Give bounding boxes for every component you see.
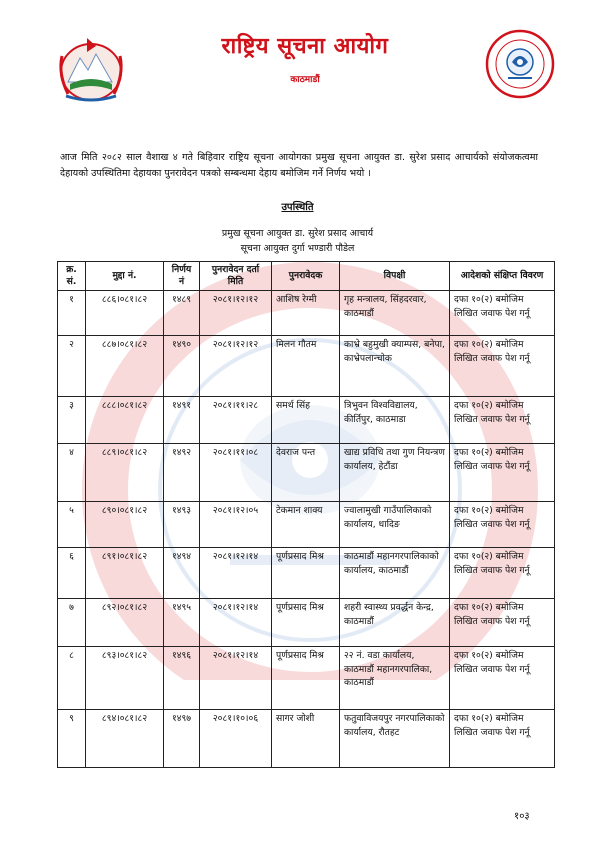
cell-appellant: समर्थ सिंह <box>272 397 340 444</box>
table-row <box>58 710 555 768</box>
cell-order: दफा १०(२) बमोजिम लिखित जवाफ पेश गर्नू <box>450 599 555 647</box>
table-row <box>58 647 555 710</box>
attendance-commissioner: सूचना आयुक्त दुर्गा भण्डारी पौडेल <box>240 243 355 254</box>
cell-case-no: ८८९।०८१।८२ <box>86 444 164 502</box>
cell-decision-no: १४९२ <box>164 444 200 502</box>
cell-case-no: ८८७।०८१।८२ <box>86 336 164 397</box>
cell-respondent: त्रिभुवन विश्वविद्यालय, कीर्तिपुर, काठमाडा <box>340 397 450 444</box>
cell-appellant: टेकमान शाक्य <box>272 502 340 548</box>
cell-decision-no: १४९१ <box>164 397 200 444</box>
cell-respondent: काठमाडौं महानगरपालिकाको कार्यालय, काठमाडौं <box>340 548 450 599</box>
table-row <box>58 336 555 397</box>
cell-appeal-date: २०८१।१०।०६ <box>200 710 272 768</box>
cell-decision-no: १४९३ <box>164 502 200 548</box>
cell-sn: ३ <box>58 397 86 444</box>
cell-appeal-date: २०८१।१२।१४ <box>200 548 272 599</box>
table-header-row <box>58 262 555 291</box>
cell-sn: ५ <box>58 502 86 548</box>
cell-respondent: काभ्रे बहुमुखी क्याम्पस, बनेपा, काभ्रेपलान्चोक <box>340 336 450 397</box>
col-header-respondent: विपक्षी <box>340 262 450 291</box>
cell-case-no: ८९०।०८१।८२ <box>86 502 164 548</box>
cell-appellant: आशिष रेग्मी <box>272 291 340 336</box>
page-title: राष्ट्रिय सूचना आयोग <box>221 34 389 59</box>
cell-appellant: पूर्णप्रसाद मिश्र <box>272 548 340 599</box>
cell-decision-no: १४८९ <box>164 291 200 336</box>
cell-order: दफा १०(२) बमोजिम लिखित जवाफ पेश गर्नू <box>450 336 555 397</box>
cell-case-no: ८८८।०८१।८२ <box>86 397 164 444</box>
cell-respondent: शहरी स्वास्थ्य प्रवर्द्धन केन्द्र, काठमाडौं <box>340 599 450 647</box>
col-header-appellant: पुनरावेदक <box>272 262 340 291</box>
cell-appeal-date: २०८१।१२।१४ <box>200 599 272 647</box>
cell-appeal-date: २०८१।१२।१२ <box>200 291 272 336</box>
cell-sn: ९ <box>58 710 86 768</box>
col-header-appeal-date: पुनरावेदन दर्ता मिति <box>200 262 272 291</box>
table-row <box>58 548 555 599</box>
cell-sn: २ <box>58 336 86 397</box>
cell-respondent: २२ नं. वडा कार्यालय, काठमाडौं महानगरपालिका, काठमाडौं <box>340 647 450 710</box>
col-header-case-no: मुद्दा नं. <box>86 262 164 291</box>
cell-order: दफा १०(२) बमोजिम लिखित जवाफ पेश गर्नू <box>450 710 555 768</box>
table-row <box>58 502 555 548</box>
cell-order: दफा १०(२) बमोजिम लिखित जवाफ पेश गर्नू <box>450 397 555 444</box>
cell-sn: १ <box>58 291 86 336</box>
col-header-sn: क्र. सं. <box>58 262 86 291</box>
cell-order: दफा १०(२) बमोजिम लिखित जवाफ पेश गर्नू <box>450 502 555 548</box>
cell-appeal-date: २०८१।११।२८ <box>200 397 272 444</box>
nepal-emblem-icon <box>52 34 130 106</box>
cell-appellant: सागर जोशी <box>272 710 340 768</box>
cell-order: दफा १०(२) बमोजिम लिखित जवाफ पेश गर्नू <box>450 444 555 502</box>
cell-appellant: पूर्णप्रसाद मिश्र <box>272 647 340 710</box>
table-row <box>58 444 555 502</box>
cell-respondent: गृह मन्त्रालय, सिंहदरवार, काठमाडौं <box>340 291 450 336</box>
cell-case-no: ८९३।०८१।८२ <box>86 647 164 710</box>
cell-order: दफा १०(२) बमोजिम लिखित जवाफ पेश गर्नू <box>450 647 555 710</box>
cell-respondent: ज्वालामुखी गाउँपालिकाको कार्यालय, धादिङ <box>340 502 450 548</box>
page-number: १०३ <box>514 811 530 822</box>
col-header-decision-no: निर्णय नं <box>164 262 200 291</box>
cell-order: दफा १०(२) बमोजिम लिखित जवाफ पेश गर्नू <box>450 291 555 336</box>
table-row <box>58 291 555 336</box>
page-subtitle: काठमाडौं <box>290 75 320 85</box>
cell-sn: ६ <box>58 548 86 599</box>
cell-decision-no: १४९५ <box>164 599 200 647</box>
cell-appeal-date: २०८१।१२।०५ <box>200 502 272 548</box>
cell-appellant: मिलन गौतम <box>272 336 340 397</box>
cell-decision-no: १४९४ <box>164 548 200 599</box>
decisions-table <box>57 261 555 768</box>
cell-case-no: ८९१।०८१।८२ <box>86 548 164 599</box>
cell-sn: ८ <box>58 647 86 710</box>
cell-appeal-date: २०८१।१२।१४ <box>200 647 272 710</box>
commission-seal-icon <box>484 28 556 100</box>
cell-sn: ७ <box>58 599 86 647</box>
cell-appellant: देवराज पन्त <box>272 444 340 502</box>
cell-decision-no: १४९७ <box>164 710 200 768</box>
cell-appeal-date: २०८१।१२।१२ <box>200 336 272 397</box>
table-row <box>58 397 555 444</box>
col-header-order-summary: आदेशको संक्षिप्त विवरण <box>450 262 555 291</box>
cell-decision-no: १४९६ <box>164 647 200 710</box>
cell-case-no: ८९२।०८१।८२ <box>86 599 164 647</box>
intro-paragraph: आज मिति २०८२ साल वैशाख ४ गते बिहिवार राष्ट्रिय सूचना आयोगका प्रमुख सूचना आयुक्त डा. सुरेश प्रसाद आचार्यको संयोजकत्वमा देहायको उपस्थितिमा देहायका पुनरावेदन पत्रको सम्बन्धमा देहाय बमोजिम गर्ने निर्णय भयो । <box>60 151 538 180</box>
attendance-chief-commissioner: प्रमुख सूचना आयुक्त डा. सुरेश प्रसाद आचार्य <box>221 228 374 239</box>
cell-appeal-date: २०८१।११।०८ <box>200 444 272 502</box>
table-row <box>58 599 555 647</box>
cell-respondent: फतुवाविजयपुर नगरपालिकाको कार्यालय, रौतहट <box>340 710 450 768</box>
cell-case-no: ८९४।०८१।८२ <box>86 710 164 768</box>
cell-order: दफा १०(२) बमोजिम लिखित जवाफ पेश गर्नू <box>450 548 555 599</box>
cell-sn: ४ <box>58 444 86 502</box>
cell-decision-no: १४९० <box>164 336 200 397</box>
cell-case-no: ८८६।०८१।८२ <box>86 291 164 336</box>
cell-appellant: पूर्णप्रसाद मिश्र <box>272 599 340 647</box>
cell-respondent: खाद्य प्रविधि तथा गुण नियन्त्रण कार्यालय, हेटौंडा <box>340 444 450 502</box>
attendance-heading: उपस्थिति <box>281 202 314 213</box>
